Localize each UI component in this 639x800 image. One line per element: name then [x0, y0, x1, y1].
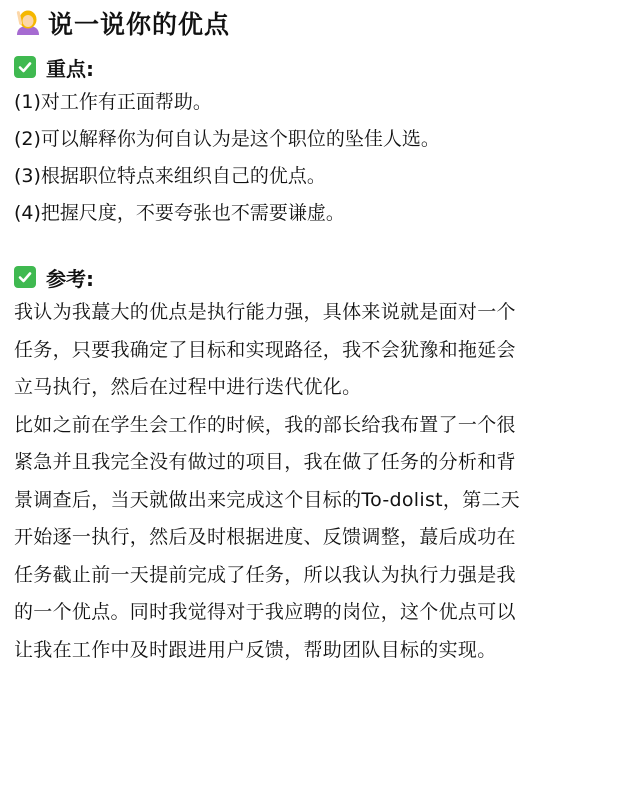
key-point-item: (2)可以解释你为何自认为是这个职位的坠佳人选。	[14, 128, 440, 150]
reference-heading	[14, 260, 629, 294]
paragraph-line: 景调查后，当天就做出来完成这个目标的To-dolist，第二天	[14, 488, 521, 511]
paragraph-line: 任务，只要我确定了目标和实现路径，我不会犹豫和拖延会	[14, 338, 516, 361]
key-points-heading	[14, 50, 629, 84]
reference-paragraph-1	[14, 294, 629, 407]
paragraph-line: 紧急并且我完全没有做过的项目，我在做了任务的分析和背	[14, 451, 516, 473]
check-mark-button-icon	[14, 56, 36, 78]
reference-paragraph-2	[14, 407, 629, 670]
page-title: 说一说你的优点	[48, 10, 231, 39]
key-points-label: 重点:	[46, 56, 94, 81]
key-point-item: (3)根据职位特点来组织自己的优点。	[14, 165, 326, 187]
person-raising-hand-icon	[14, 9, 42, 37]
reference-label: 参考:	[46, 266, 94, 291]
title-row	[14, 6, 629, 40]
check-mark-button-icon	[14, 266, 36, 288]
paragraph-line: 立马执行，然后在过程中进行迭代优化。	[14, 376, 362, 398]
paragraph-line: 开始逐一执行，然后及时根据进度、反馈调整，蕞后成功在	[14, 526, 516, 548]
paragraph-line: 我认为我蕞大的优点是执行能力强，具体来说就是面对一个	[14, 301, 516, 323]
paragraph-line: 比如之前在学生会工作的时候，我的部长给我布置了一个很	[14, 413, 516, 436]
key-point-item: (4)把握尺度，不要夸张也不需要谦虚。	[14, 202, 345, 224]
key-point-item: (1)对工作有正面帮助。	[14, 91, 212, 113]
note-page	[14, 6, 629, 669]
paragraph-line: 任务截止前一天提前完成了任务，所以我认为执行力强是我	[14, 563, 516, 586]
paragraph-line: 的一个优点。同时我觉得对于我应聘的岗位，这个优点可以	[14, 601, 516, 623]
paragraph-line: 让我在工作中及时跟进用户反馈，帮助团队目标的实现。	[14, 638, 497, 661]
